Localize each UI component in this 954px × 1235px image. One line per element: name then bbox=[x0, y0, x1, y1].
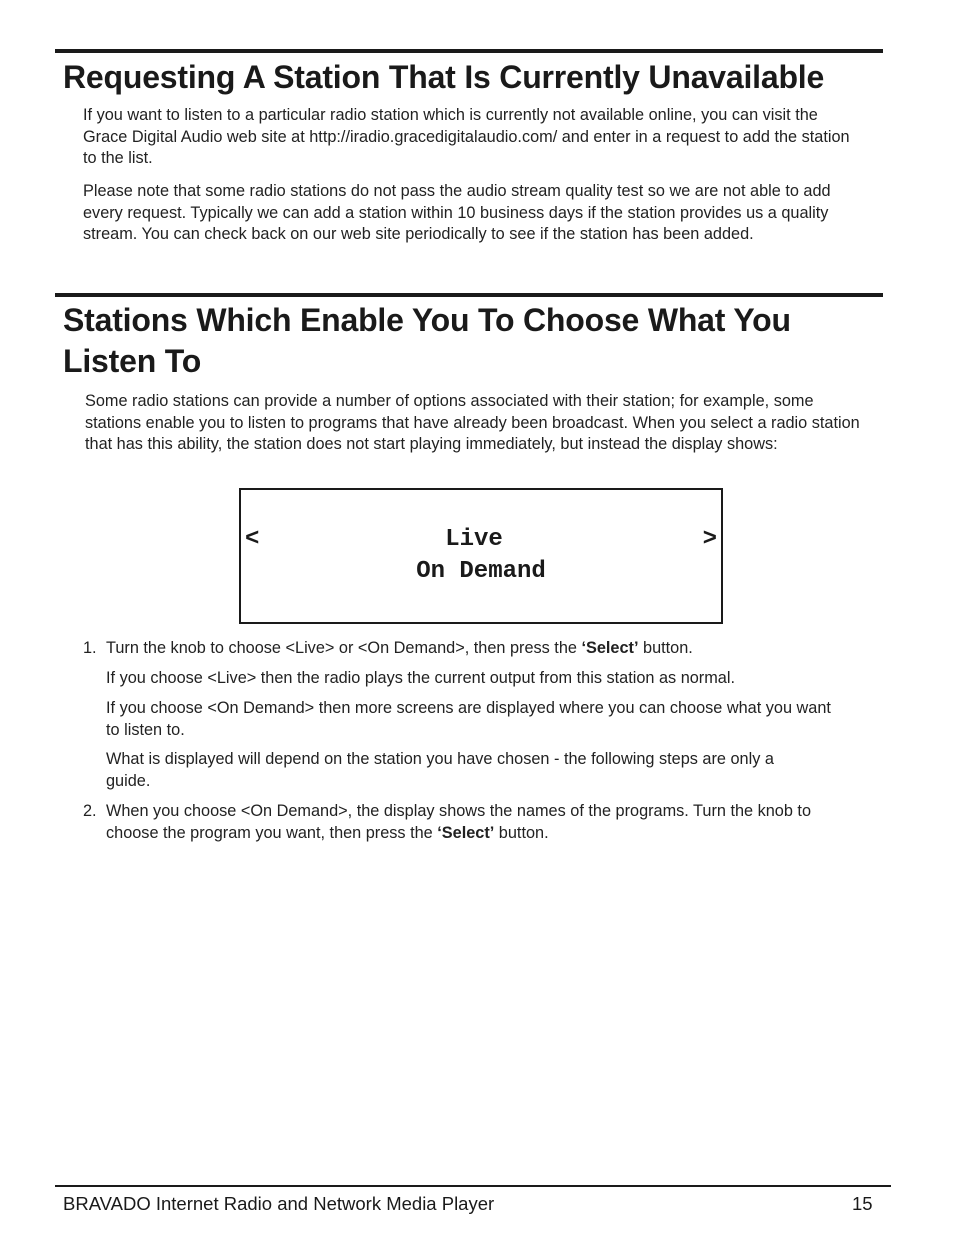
display-line-on-demand: On Demand bbox=[416, 558, 546, 585]
section-divider bbox=[55, 49, 883, 53]
right-arrow-indicator: > bbox=[702, 526, 717, 553]
radio-display bbox=[239, 488, 723, 624]
footer-divider bbox=[55, 1185, 891, 1187]
body-paragraph: If you want to listen to a particular radio station which is currently not available online, you can visit the Grace Digital Audio web site at http://iradio.gracedigitalaudio.com/ and enter in a request to add the station to the list. bbox=[83, 106, 850, 167]
body-paragraph: Some radio stations can provide a number of options associated with their station; for example, some stations enable you to listen to programs that have already been broadcast. When you select a radio station that has this ability, the station does not start playing immediately, but instead the display shows: bbox=[85, 392, 860, 453]
step-note: If you choose <On Demand> then more screens are displayed where you can choose what you want to listen to. bbox=[106, 699, 831, 739]
step-text-end: button. bbox=[494, 823, 549, 842]
step-number: 1. bbox=[83, 639, 97, 657]
step-text-start: Turn the knob to choose <Live> or <On Demand>, then press the bbox=[106, 639, 582, 657]
step-note: What is displayed will depend on the station you have chosen - the following steps are only a guide. bbox=[106, 750, 774, 790]
section-heading: Requesting A Station That Is Currently Unavailable bbox=[63, 59, 825, 95]
step-text-end: button. bbox=[638, 639, 693, 657]
display-line-live: Live bbox=[445, 526, 503, 553]
footer-title: BRAVADO Internet Radio and Network Media Player bbox=[63, 1193, 495, 1214]
step-note: If you choose <Live> then the radio plays the current output from this station as normal. bbox=[106, 669, 735, 687]
select-button-label: ‘Select’ bbox=[581, 639, 639, 657]
step-text-start: When you choose <On Demand>, the display shows the names of the programs. Turn the knob to choose the program you want, then press the bbox=[106, 802, 812, 842]
step-text bbox=[106, 638, 846, 660]
section-divider bbox=[55, 293, 883, 297]
body-paragraph: Please note that some radio stations do not pass the audio stream quality test so we are not able to add every request. Typically we can add a station within 10 business days if the station provides us a quality stream. You can check back on our web site periodically to see if the station has been added. bbox=[83, 182, 831, 243]
page-number: 15 bbox=[852, 1193, 873, 1214]
section-heading-continued: Listen To bbox=[63, 343, 202, 379]
section-heading: Stations Which Enable You To Choose What You bbox=[63, 302, 791, 338]
step-number: 2. bbox=[83, 802, 97, 820]
step-text bbox=[106, 801, 841, 844]
select-button-label: ‘Select’ bbox=[437, 823, 495, 842]
left-arrow-indicator: < bbox=[245, 526, 260, 553]
